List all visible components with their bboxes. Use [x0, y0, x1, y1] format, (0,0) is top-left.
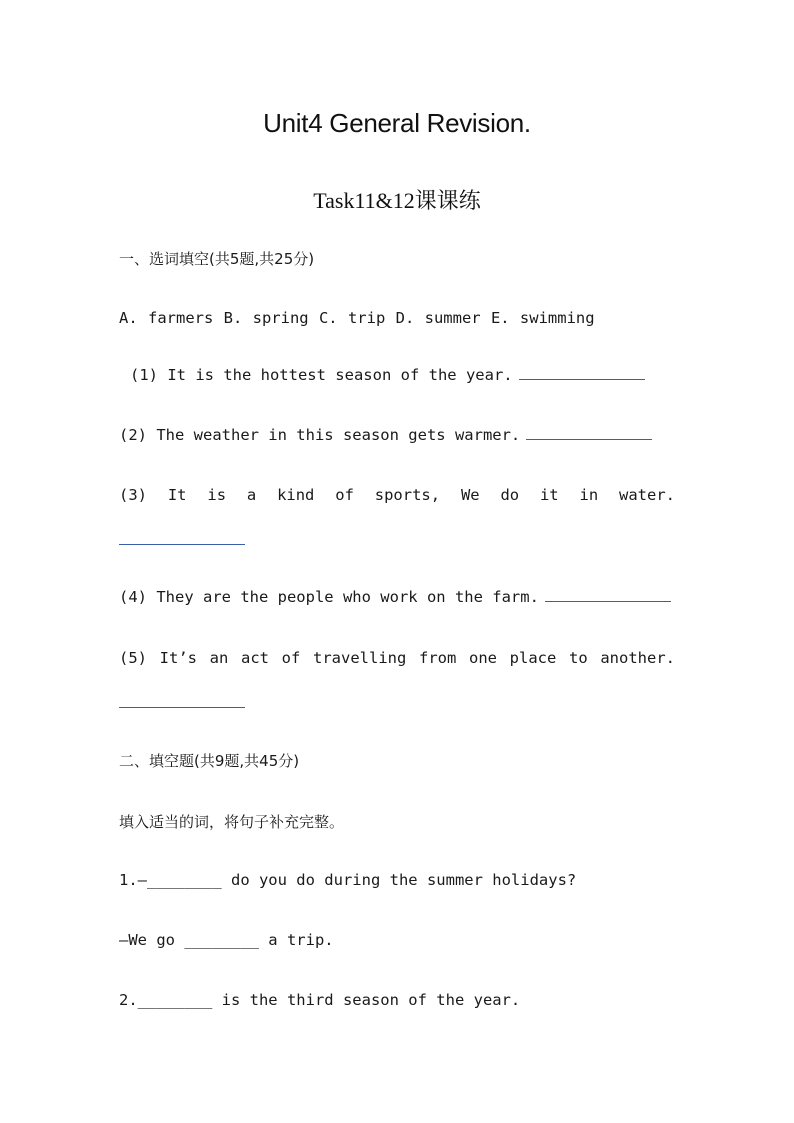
- fill-line-3: 2.________ is the third season of the year.: [119, 991, 521, 1009]
- section2-instruction: 填入适当的词，将句子补充完整。: [119, 813, 345, 831]
- question-4: [119, 588, 671, 606]
- section2-heading: 二、填空题(共9题,共45分): [119, 752, 300, 770]
- answer-blank-2: [526, 438, 652, 440]
- document-title: Unit4 General Revision.: [263, 108, 531, 138]
- question-2: [119, 426, 652, 444]
- question-2-text: (2) The weather in this season gets warmer.: [119, 426, 521, 444]
- question-4-text: (4) They are the people who work on the farm.: [119, 588, 539, 606]
- question-3-text: (3) It is a kind of sports, We do it in water.: [119, 486, 675, 504]
- fill-line-2: —We go ________ a trip.: [119, 931, 334, 949]
- answer-blank-4: [545, 600, 671, 602]
- document-subtitle: Task11&12课课练: [313, 188, 481, 213]
- word-options: A. farmers B. spring C. trip D. summer E. swimming: [119, 309, 595, 327]
- question-1: [130, 366, 645, 384]
- answer-blank-3: [119, 544, 245, 545]
- answer-blank-1: [519, 378, 645, 380]
- fill-line-1: 1.—________ do you do during the summer holidays?: [119, 871, 577, 889]
- question-1-text: (1) It is the hottest season of the year.: [130, 366, 513, 384]
- answer-blank-5: [119, 707, 245, 708]
- section1-heading: 一、选词填空(共5题,共25分): [119, 250, 315, 268]
- question-5-text: (5) It’s an act of travelling from one place to another.: [119, 649, 675, 667]
